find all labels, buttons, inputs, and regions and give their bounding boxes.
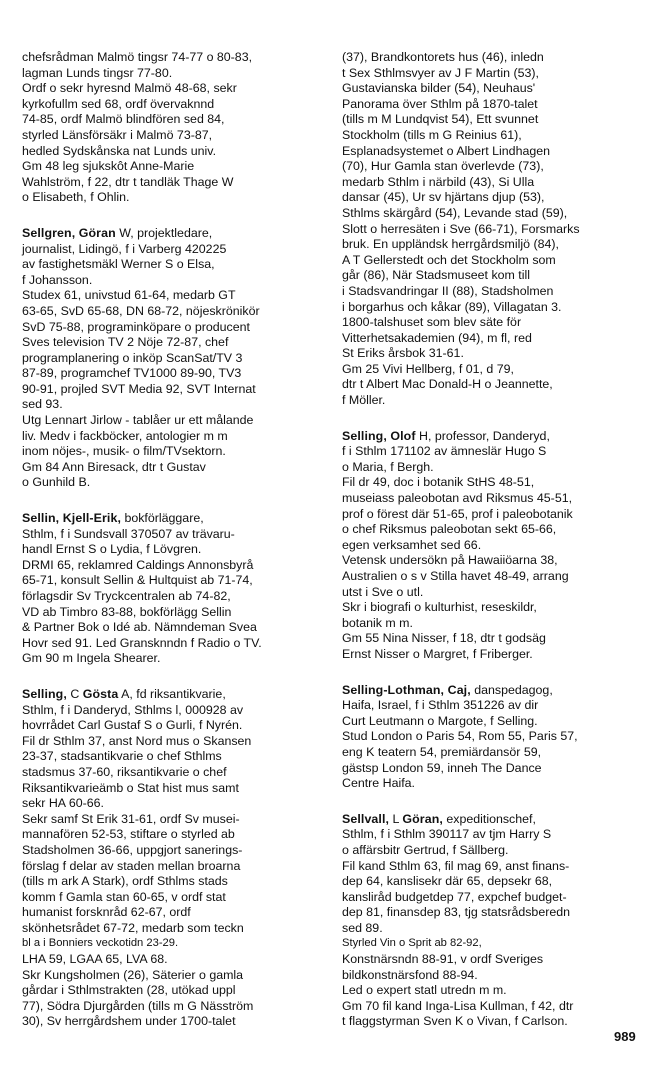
biography-entry bbox=[22, 50, 314, 206]
entry-text-line: o chef Riksmus paleobotan sekt 65-66, bbox=[342, 522, 557, 537]
entry-text-line: o Elisabeth, f Ohlin. bbox=[22, 190, 130, 205]
entry-text-line: Styrled Vin o Sprit ab 82-92, bbox=[342, 937, 482, 950]
entry-text-line: Gm 25 Vivi Hellberg, f 01, d 79, bbox=[342, 361, 514, 376]
entry-text-line: Gm 48 leg sjukskôt Anne-Marie bbox=[22, 159, 195, 174]
entry-text-line: sed 93. bbox=[22, 397, 63, 412]
entry-text-line: gästsp London 59, inneh The Dance bbox=[342, 760, 542, 775]
entry-text-line: Sthlm, f i Sthlm 390117 av tjm Harry S bbox=[342, 827, 552, 842]
entry-heading-text: expeditionschef, bbox=[442, 811, 536, 826]
entry-text-line: Sthlm, f i Danderyd, Sthlms l, 000928 av bbox=[22, 702, 244, 717]
entry-text-line: Led o expert statl utredn m m. bbox=[342, 983, 507, 998]
entry-text-line: Ernst Nisser o Margret, f Friberger. bbox=[342, 646, 533, 661]
entry-text-line: dep 81, finansdep 83, tjg statsrådsberedn bbox=[342, 905, 571, 920]
entry-text-line: dep 64, kanslisekr där 65, depsekr 68, bbox=[342, 874, 553, 889]
entry-text-line: Gustavianska bilder (54), Neuhaus' bbox=[342, 81, 536, 96]
entry-text-line: Esplanadsystemet o Albert Lindhagen bbox=[342, 143, 551, 158]
entry-text-line: Australien o s v Stilla havet 48-49, arrang bbox=[342, 569, 569, 583]
entry-text-line: förlagsdir Sv Tryckcentralen ab 74-82, bbox=[22, 589, 231, 603]
biography-entry bbox=[22, 226, 314, 491]
entry-text-line: Sves television TV 2 Nöje 72-87, chef bbox=[22, 335, 229, 350]
entry-text-line: Sekr samf St Erik 31-61, ordf Sv musei- bbox=[22, 811, 240, 826]
entry-text-line: hovrrådet Carl Gustaf S o Gurli, f Nyrén. bbox=[22, 718, 243, 733]
entry-text-line: VD ab Timbro 83-88, bokförlägg Sellin bbox=[22, 604, 232, 619]
entry-text-line: Slott o herresäten i Sve (66-71), Forsmarks bbox=[342, 221, 580, 236]
entry-text-line: liv. Medv i fackböcker, antologier m m bbox=[22, 428, 228, 443]
entry-text-line: dansar (45), Ur sv hjärtans djup (53), bbox=[342, 190, 545, 205]
biography-entry bbox=[342, 683, 634, 792]
entry-text-line: humanist forsknråd 62-67, ordf bbox=[22, 905, 191, 920]
entry-text-line: (70), Hur Gamla stan överlevde (73), bbox=[342, 159, 544, 174]
entry-text-line: sed 89. bbox=[342, 920, 383, 935]
entry-text-line: hedled Sydskånska nat Lunds univ. bbox=[22, 143, 217, 158]
entry-text-line: Gm 70 fil kand Inga-Lisa Kullman, f 42, dtr bbox=[342, 998, 574, 1013]
entry-text-line: bl a i Bonniers veckotidn 23-29. bbox=[22, 937, 179, 950]
entry-heading-text: A, fd riksantikvarie, bbox=[118, 686, 226, 701]
entry-heading bbox=[22, 511, 314, 527]
entry-text-line: bruk. En uppländsk herrgårdsmiljö (84), bbox=[342, 237, 559, 252]
entry-text-line: SvD 75-88, programinköpare o producent bbox=[22, 319, 250, 334]
entry-text-line: f i Sthlm 171102 av ämneslär Hugo S bbox=[342, 444, 547, 459]
entry-text-line: Stud London o Paris 54, Rom 55, Paris 57, bbox=[342, 729, 578, 744]
entry-text-line: Skr Kungsholmen (26), Säterier o gamla bbox=[22, 967, 244, 982]
entry-text-line: komm f Gamla stan 60-65, v ordf stat bbox=[22, 889, 226, 904]
entry-heading-text: W, projektledare, bbox=[115, 225, 213, 240]
entry-text-line: Haifa, Israel, f i Sthlm 351226 av dir bbox=[342, 698, 539, 713]
entry-text-line: 77), Södra Djurgården (tills m G Näsström bbox=[22, 998, 254, 1013]
entry-text-line: t Sex Sthlmsvyer av J F Martin (53), bbox=[342, 65, 539, 80]
right-column bbox=[342, 50, 634, 1050]
entry-given-name: Gösta bbox=[82, 686, 119, 701]
entry-initial: L bbox=[389, 811, 403, 826]
entry-text-line: Fil dr 49, doc i botanik StHS 48-51, bbox=[342, 475, 535, 490]
entry-text-line: Wahlström, f 22, dtr t tandläk Thage W bbox=[22, 174, 234, 189]
biography-entry bbox=[22, 687, 314, 1030]
entry-text-line: o Maria, f Bergh. bbox=[342, 459, 434, 474]
entry-text-line: St Eriks årsbok 31-61. bbox=[342, 346, 464, 361]
entry-text-line: stadsmus 37-60, riksantikvarie o chef bbox=[22, 764, 227, 779]
entry-text-line: t flaggstyrman Sven K o Vivan, f Carlson. bbox=[342, 1014, 568, 1029]
entry-text-line: Konstnärsndn 88-91, v ordf Sveriges bbox=[342, 952, 544, 967]
entry-name: Sellgren, Göran bbox=[22, 225, 116, 240]
entry-initial: C bbox=[66, 686, 83, 701]
entry-text-line: lagman Lunds tingsr 77-80. bbox=[22, 65, 173, 80]
entry-text-line: journalist, Lidingö, f i Varberg 420225 bbox=[22, 241, 227, 256]
entry-text-line: Gm 55 Nina Nisser, f 18, dtr t godsäg bbox=[342, 631, 546, 646]
entry-text-line: dtr t Albert Mac Donald-H o Jeannette, bbox=[342, 377, 553, 392]
entry-text-line: Vetensk undersökn på Hawaiiöarna 38, bbox=[342, 553, 558, 568]
entry-text-line: Centre Haifa. bbox=[342, 776, 416, 791]
entry-text-line: (tills m ark A Stark), ordf Sthlms stads bbox=[22, 874, 228, 889]
entry-text-line: av fastighetsmäkl Werner S o Elsa, bbox=[22, 257, 215, 272]
entry-text-line: Riksantikvarieämb o Stat hist mus samt bbox=[22, 780, 239, 795]
entry-text-line: Sthlm, f i Sundsvall 370507 av trävaru- bbox=[22, 526, 235, 541]
entry-text-line: Fil kand Sthlm 63, fil mag 69, anst finans- bbox=[342, 858, 570, 873]
entry-text-line: o affärsbitr Gertrud, f Sällberg. bbox=[342, 842, 509, 857]
entry-text-line: Vitterhetsakademien (94), m fl, red bbox=[342, 330, 532, 345]
entry-text-line: 65-71, konsult Sellin & Hultquist ab 71-74, bbox=[22, 573, 253, 588]
entry-heading bbox=[342, 429, 634, 445]
entry-text-line: kansliråd budgetdep 77, expchef budget- bbox=[342, 889, 567, 904]
entry-given-name: Göran, bbox=[402, 811, 443, 826]
entry-text-line: mannafören 52-53, stiftare o styrled ab bbox=[22, 827, 235, 842]
entry-text-line: 23-37, stadsantikvarie o chef Sthlms bbox=[22, 749, 222, 764]
entry-text-line: o Gunhild B. bbox=[22, 475, 91, 490]
entry-text-line: Stadsholmen 36-66, uppgjort sanerings- bbox=[22, 842, 243, 857]
entry-text-line: Ordf o sekr hyresnd Malmö 48-68, sekr bbox=[22, 81, 237, 96]
entry-text-line: gårdar i Sthlmstrakten (28, utökad uppl bbox=[22, 983, 236, 998]
biography-entry bbox=[342, 429, 634, 663]
biography-entry bbox=[342, 812, 634, 1030]
entry-text-line: chefsrådman Malmö tingsr 74-77 o 80-83, bbox=[22, 50, 253, 64]
entry-heading-text: danspedagog, bbox=[470, 682, 553, 697]
entry-heading bbox=[342, 812, 634, 828]
entry-heading bbox=[22, 226, 314, 242]
entry-text-line: A T Gellerstedt och det Stockholm som bbox=[342, 252, 556, 267]
page-number: 989 bbox=[614, 1029, 636, 1044]
entry-text-line: 1800-talshuset som blev säte för bbox=[342, 315, 522, 330]
entry-text-line: medarb Sthlm i närbild (43), Si Ulla bbox=[342, 174, 535, 189]
entry-text-line: 63-65, SvD 65-68, DN 68-72, nöjeskrönikör bbox=[22, 303, 260, 318]
entry-name: Sellin, Kjell-Erik, bbox=[22, 511, 121, 526]
entry-text-line: bildkonstnärsfond 88-94. bbox=[342, 967, 478, 982]
entry-heading-text: bokförläggare, bbox=[121, 511, 204, 526]
entry-text-line: utst i Sve o utl. bbox=[342, 584, 424, 599]
entry-text-line: eng K teatern 54, premiärdansör 59, bbox=[342, 744, 542, 759]
entry-heading bbox=[342, 683, 634, 699]
entry-name: Sellvall, bbox=[342, 811, 390, 826]
biography-entry bbox=[22, 511, 314, 667]
entry-text-line: programplanering o inköp ScanSat/TV 3 bbox=[22, 350, 243, 365]
entry-text-line: botanik m m. bbox=[342, 615, 413, 630]
entry-text-line: Gm 90 m Ingela Shearer. bbox=[22, 651, 161, 666]
entry-text-line: går (86), När Stadsmuseet kom till bbox=[342, 268, 530, 283]
entry-text-line: styrled Länsförsäkr i Malmö 73-87, bbox=[22, 127, 213, 142]
biography-entry bbox=[342, 50, 634, 409]
entry-text-line: inom nöjes-, musik- o film/TVsektorn. bbox=[22, 444, 226, 459]
entry-text-line: Sthlms skärgård (54), Levande stad (59), bbox=[342, 205, 568, 220]
entry-text-line: egen verksamhet sed 66. bbox=[342, 537, 482, 552]
left-column bbox=[22, 50, 314, 1050]
entry-text-line: handl Ernst S o Lydia, f Lövgren. bbox=[22, 542, 202, 557]
entry-text-line: Gm 84 Ann Biresack, dtr t Gustav bbox=[22, 459, 206, 474]
entry-text-line: Studex 61, univstud 61-64, medarb GT bbox=[22, 288, 236, 303]
entry-text-line: 30), Sv herrgårdshem under 1700-talet bbox=[22, 1014, 236, 1029]
entry-text-line: i borgarhus och kåkar (89), Villagatan 3. bbox=[342, 299, 562, 314]
entry-name: Selling-Lothman, Caj, bbox=[342, 682, 471, 697]
entry-name: Selling, bbox=[22, 686, 67, 701]
entry-text-line: DRMI 65, reklamred Caldings Annonsbyrå bbox=[22, 557, 254, 572]
entry-text-line: i Stadsvandringar II (88), Stadsholmen bbox=[342, 283, 554, 298]
entry-text-line: (tills m M Lundqvist 54), Ett svunnet bbox=[342, 112, 539, 127]
entry-text-line: sekr HA 60-66. bbox=[22, 796, 104, 811]
entry-text-line: LHA 59, LGAA 65, LVA 68. bbox=[22, 952, 168, 967]
entry-text-line: kyrkofullm sed 68, ordf övervaknnd bbox=[22, 96, 215, 111]
entry-heading bbox=[22, 687, 314, 703]
entry-heading-text: H, professor, Danderyd, bbox=[415, 428, 550, 443]
entry-text-line: förslag f delar av staden mellan broarna bbox=[22, 858, 241, 873]
entry-text-line: 74-85, ordf Malmö blindfören sed 84, bbox=[22, 112, 225, 127]
entry-text-line: 90-91, projled SVT Media 92, SVT Internat bbox=[22, 381, 256, 396]
entry-text-line: Fil dr Sthlm 37, anst Nord mus o Skansen bbox=[22, 733, 252, 748]
entry-text-line: Panorama över Sthlm på 1870-talet bbox=[342, 96, 538, 111]
entry-text-line: (37), Brandkontorets hus (46), inledn bbox=[342, 50, 544, 64]
entry-name: Selling, Olof bbox=[342, 428, 416, 443]
entry-text-line: museiass paleobotan avd Riksmus 45-51, bbox=[342, 491, 573, 506]
entry-text-line: Skr i biografi o kulturhist, reseskildr, bbox=[342, 600, 537, 615]
entry-text-line: Curt Leutmann o Margote, f Selling. bbox=[342, 713, 538, 728]
entry-text-line: f Möller. bbox=[342, 393, 386, 408]
entry-text-line: Utg Lennart Jirlow - tablåer ur ett målande bbox=[22, 413, 254, 428]
entry-text-line: 87-89, programchef TV1000 89-90, TV3 bbox=[22, 366, 242, 381]
entry-text-line: f Johansson. bbox=[22, 272, 93, 287]
entry-text-line: & Partner Bok o Idé ab. Nämndeman Svea bbox=[22, 620, 257, 635]
entry-text-line: skönhetsrådet 67-72, medarb som teckn bbox=[22, 920, 244, 935]
entry-text-line: Stockholm (tills m G Reinius 61), bbox=[342, 127, 522, 142]
entry-text-line: prof o förest där 51-65, prof i paleobotanik bbox=[342, 506, 573, 521]
entry-text-line: Hovr sed 91. Led Gransknndn f Radio o TV. bbox=[22, 635, 262, 650]
